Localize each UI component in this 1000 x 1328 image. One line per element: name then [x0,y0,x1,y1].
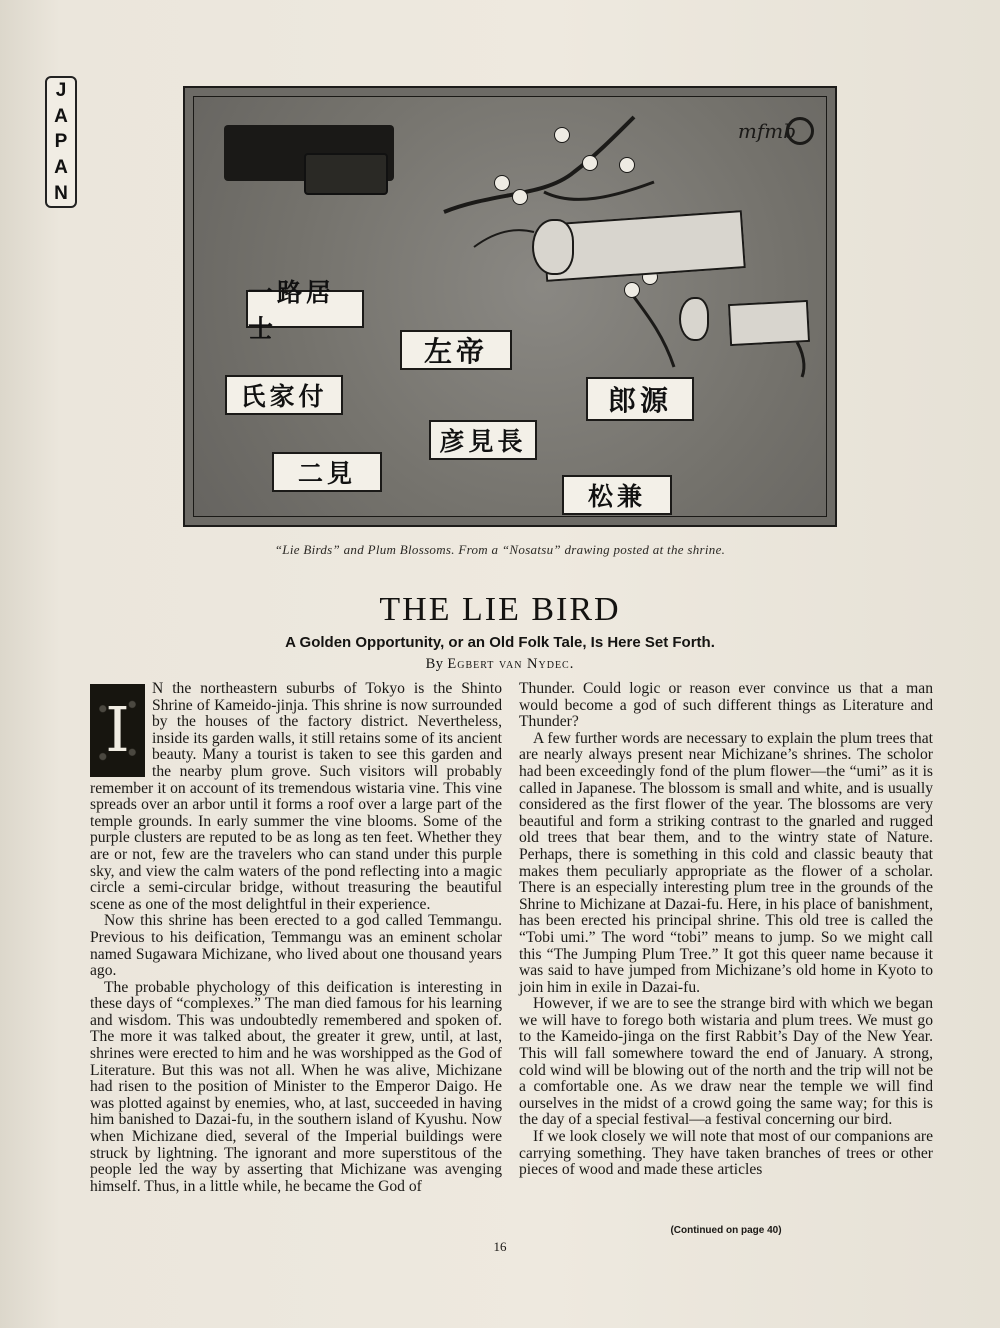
section-letter: A [54,105,68,127]
prayer-tag: 氏家付 [225,375,343,415]
article-paragraph: N the northeastern suburbs of Tokyo is the Shinto Shrine of Kameido-jinja. This shrine is now surrounded by the houses of the factory district. Nevertheless, inside its garden walls, it still retains some of its ancient beauty. Many a tourist is taken to see this garden and the nearby plum grove. Such visitors will probably remember it on account of its tremendous wistaria vine. This vine spreads over an arbor until it forms a roof over a large part of the temple grounds. In early summer the vine blooms. Some of the purple clusters are reputed to be as long as ten feet. Whether they are or not, few are the travelers who can stand under this purple sky, and view the calm waters of the pond reflecting into a magic circle a semi-circular bridge, without treasuring the beautiful scene as one of the most delightful in their experience. [90,680,502,913]
article-paragraph: A few further words are necessary to explain the plum trees that are nearly always present near Michizane’s shrines. The scholor had been exceedingly fond of the plum flower—the “umi” as it is called in Japanese. The blossom is small and white, and is usually considered as the first flower of the year. The blossoms are very beautiful and form a striking contrast to the gnarled and rugged old trees that bear them, and to the wintry state of Nature. Perhaps, there is something in this cold and classic beauty that makes them peculiarly appropriate as the flower of a scholar. There is an especially interesting plum tree in the grounds of the Shrine to Michizane at Dazai-fu. Here, in his place of banishment, has been erected his principal shrine. This old tree is called the “Tobi umi.” The word “tobi” means to jump. So we might call this “The Jumping Plum Tree.” It got this queer name because it was said to have jumped from Michizane’s old home in Kyoto to join him in exile in Dazai-fu. [519,729,933,996]
section-letter: N [54,182,68,204]
plum-blossom-icon [512,189,528,205]
figure-caption: “Lie Birds” and Plum Blossoms. From a “Nosatsu” drawing posted at the shrine. [274,542,726,557]
prayer-tag: 一路居士 [246,290,364,328]
lie-bird-small [728,300,810,346]
page-number: 16 [493,1239,507,1254]
continued-note: (Continued on page 40) [670,1225,782,1236]
article-title: THE LIE BIRD [379,591,621,628]
article-paragraph: However, if we are to see the strange bird with which we began we will have to forego both wistaria and plum trees. We must go to the Kameido-jinga on the first Rabbit’s Day of the New Year. This will fall somewhere toward the end of January. A strong, cold wind will be blowing out of the north and the trip will not be a comfortable one. As we draw near the temple we will find ourselves in the midst of a crowd going the same way; for this is the day of a special festival—a festival concerning our bird. [519,995,933,1129]
plum-blossom-icon [582,155,598,171]
prayer-tag: 二見 [272,452,382,492]
prayer-tag: 左帝 [400,330,512,370]
seal-icon [786,117,814,145]
article-paragraph: Thunder. Could logic or reason ever convince us that a man would become a god of such different things as Literature and Thunder? [519,680,933,731]
section-label-japan [45,76,77,208]
plum-blossom-icon [494,175,510,191]
author-name: Egbert van Nydec. [447,656,575,672]
nosatsu-illustration [183,86,837,527]
article-subtitle: A Golden Opportunity, or an Old Folk Tale, Is Here Set Forth. [285,634,715,651]
article-column-right [519,681,933,1179]
stamp-block [304,153,388,195]
plum-blossom-icon [554,127,570,143]
plum-blossom-icon [619,157,635,173]
article-paragraph: The probable phychology of this deification is interesting in these days of “complexes.” The man died famous for his learning and wisdom. This was undoubtedly remembered and spoken of. The more it was talked about, the greater it grew, until, at last, shrines were erected to him and he was worshipped as the God of Literature. But this was not all. When he was alive, Michizane had risen to the position of Minister to the Emperor Daigo. He was plotted against by enemies, who, at last, succeeded in having him banished to Dazai-fu, in the southern island of Kyushu. Now when Michizane died, several of the Imperial buildings were struck by lightning. The ignorant and more superstitous of the people led the way by asserting that Michizane was avenging himself. Thus, in a little while, he became the God of [90,978,502,1195]
prayer-tag: 郎源 [586,377,694,421]
prayer-tag: 彦見長 [429,420,537,460]
article-byline [0,656,1000,673]
section-letter: A [54,157,68,179]
article-paragraph: Now this shrine has been erected to a god called Temmangu. Previous to his deification, Temmangu was an eminent scholar named Sugawara Michizane, who lived about one thousand years ago. [90,912,502,980]
artist-signature: mfmb [737,119,796,143]
illuminated-initial: I [90,684,145,777]
plum-blossom-icon [624,282,640,298]
lie-bird-head-icon [679,297,709,341]
article-column-left [90,681,502,1195]
article-paragraph: If we look closely we will note that most of our companions are carrying something. They have taken branches of trees or other pieces of wood and made these articles [519,1128,933,1179]
lie-bird-head-icon [532,219,574,275]
prayer-tag: 松兼 [562,475,672,515]
section-letter: J [55,80,67,102]
section-letter: P [54,131,68,153]
illustration-frame [193,96,827,517]
byline-prefix: By [425,656,448,672]
